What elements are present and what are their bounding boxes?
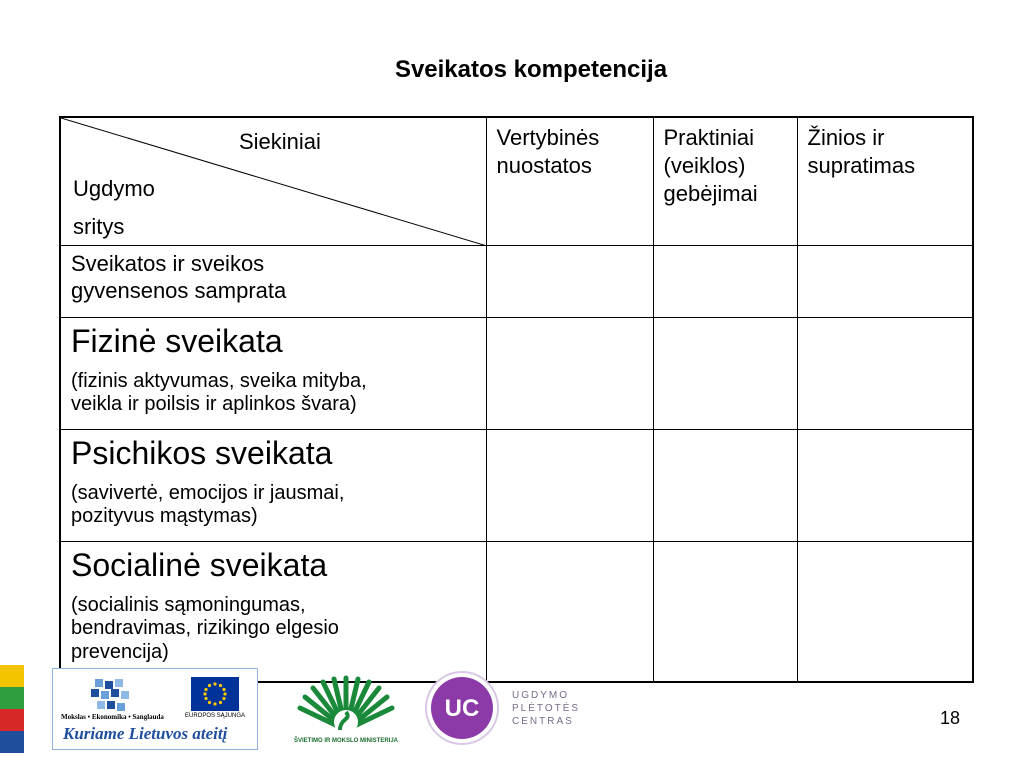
corner-label-areas-line1: Ugdymo (73, 176, 155, 201)
ministry-logo-icon (296, 670, 396, 736)
corner-label-goals: Siekiniai (239, 129, 321, 154)
column-header-skills (653, 117, 797, 245)
column-header-line: supratimas (807, 152, 916, 178)
row-title: Socialinė sveikata (71, 546, 328, 583)
column-header-knowledge (797, 117, 973, 245)
row-subtitle (71, 482, 476, 529)
color-stripes (0, 665, 24, 753)
table-cell (486, 541, 653, 682)
row-subtitle-line: bendravimas, rizikingo elgesio (71, 617, 339, 640)
row-subtitle-line: veikla ir poilsis ir aplinkos švara) (71, 393, 357, 416)
row-title: Fizinė sveikata (71, 322, 283, 359)
column-header-values (486, 117, 653, 245)
table-row (60, 317, 973, 429)
header-row (60, 117, 973, 245)
upc-text-line: UGDYMO (512, 690, 569, 701)
table-cell (653, 429, 797, 541)
page-number: 18 (940, 708, 961, 728)
corner-label-areas (73, 170, 155, 246)
table-cell (653, 541, 797, 682)
table-cell (797, 317, 973, 429)
row-subtitle-line: (savivertė, emocijos ir jausmai, (71, 481, 345, 504)
row-subtitle (71, 594, 476, 665)
table-cell (653, 317, 797, 429)
stripe-yellow (0, 665, 24, 687)
row-subtitle (71, 370, 476, 417)
eu-funds-logo (52, 668, 258, 750)
column-header-line: Praktiniai (663, 125, 754, 150)
upc-logo-text (512, 689, 580, 728)
row-subtitle-line: (fizinis aktyvumas, sveika mityba, (71, 369, 367, 392)
corner-label-areas-line2: sritys (73, 214, 125, 239)
competency-table (59, 116, 974, 683)
column-header-line: nuostatos (496, 152, 592, 178)
corner-header-cell (60, 117, 486, 245)
row-label-health-concept (60, 245, 486, 317)
column-header-line: (veiklos) (663, 152, 746, 178)
mosaic-icon (91, 679, 131, 713)
table-cell (797, 429, 973, 541)
row-subtitle-line: (socialinis sąmoningumas, (71, 593, 306, 616)
table-cell (486, 429, 653, 541)
logo-caption-left: Mokslas • Ekonomika • Sanglauda (61, 713, 164, 721)
row-label-mental-health (60, 429, 486, 541)
stripe-green (0, 687, 24, 709)
logo-slogan: Kuriame Lietuvos ateitį (63, 724, 228, 743)
row-subtitle-line: pozityvus mąstymas) (71, 505, 258, 528)
table-cell (486, 317, 653, 429)
slide-title: Sveikatos kompetencija (394, 56, 668, 83)
svg-text:UC: UC (444, 695, 480, 722)
eu-flag-icon (191, 677, 239, 711)
row-title: Psichikos sveikata (71, 434, 333, 471)
table-row (60, 541, 973, 682)
stripe-red (0, 709, 24, 731)
upc-text-line: CENTRAS (512, 716, 574, 727)
logo-caption-right: EUROPOS SĄJUNGA (185, 713, 246, 719)
row-label-social-health (60, 541, 486, 682)
upc-text-line: PLĖTOTĖS (512, 703, 581, 714)
row-label-physical-health (60, 317, 486, 429)
row-label-line: Sveikatos ir sveikos (71, 250, 265, 276)
row-label-line: gyvensenos samprata (71, 278, 287, 304)
column-header-line: Vertybinės (496, 125, 600, 150)
table-cell (797, 245, 973, 317)
column-header-line: gebėjimai (663, 180, 758, 206)
stripe-blue (0, 731, 24, 753)
table-cell (486, 245, 653, 317)
row-subtitle-line: prevencija) (71, 641, 169, 664)
table-row (60, 429, 973, 541)
table-row (60, 245, 973, 317)
ministry-caption: ŠVIETIMO IR MOKSLO MINISTERIJA (293, 738, 398, 744)
table-cell (797, 541, 973, 682)
upc-logo-icon (422, 670, 502, 746)
table-cell (653, 245, 797, 317)
column-header-line: Žinios ir (807, 125, 885, 150)
